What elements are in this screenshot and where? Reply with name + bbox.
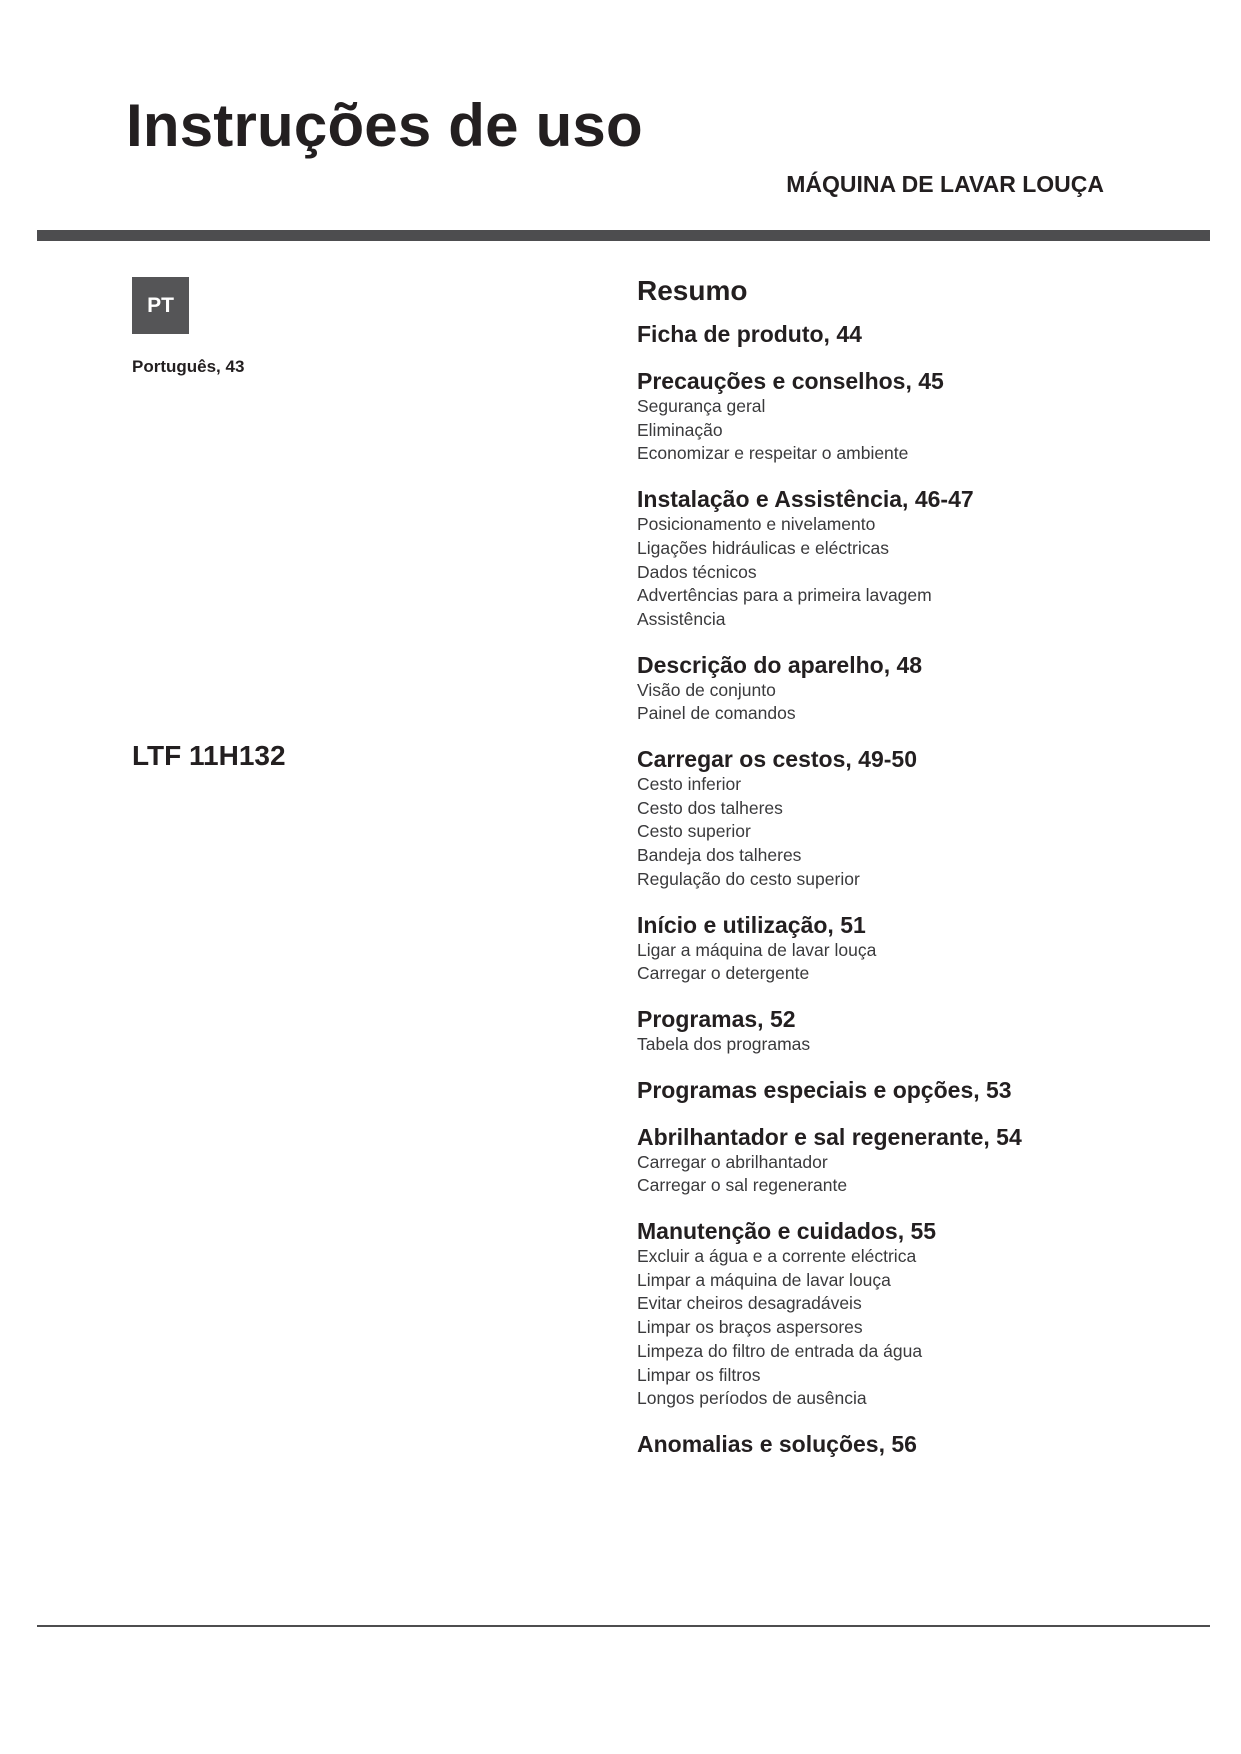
toc-subsection-item[interactable]: Posicionamento e nivelamento: [637, 514, 876, 535]
toc-subsection-item[interactable]: Ligações hidráulicas e eléctricas: [637, 537, 889, 558]
model-name: LTF 11H132: [132, 740, 286, 771]
toc-subsection-item[interactable]: Visão de conjunto: [637, 679, 776, 700]
toc-subsection-item[interactable]: Cesto inferior: [637, 774, 742, 795]
toc-subsection-item[interactable]: Economizar e respeitar o ambiente: [637, 443, 909, 464]
toc-heading: Resumo: [637, 275, 748, 306]
toc-section-title[interactable]: Ficha de produto, 44: [637, 321, 862, 347]
toc-section-title[interactable]: Programas, 52: [637, 1005, 796, 1032]
toc-section: [637, 911, 1197, 986]
toc-section: [637, 1430, 1197, 1458]
toc-subsection-item[interactable]: Carregar o detergente: [637, 963, 810, 984]
toc-subsection-list: [637, 395, 1197, 466]
toc-subsection-item[interactable]: Dados técnicos: [637, 561, 757, 582]
toc-section: [637, 367, 1197, 466]
toc-subsection-item[interactable]: Limpar a máquina de lavar louça: [637, 1269, 891, 1290]
toc-subsection-item[interactable]: Advertências para a primeira lavagem: [637, 585, 932, 606]
toc-section-title[interactable]: Instalação e Assistência, 46-47: [637, 486, 974, 513]
toc-section: [637, 485, 1197, 632]
toc-subsection-list: [637, 513, 1197, 632]
toc-sections: [637, 320, 1197, 1458]
toc-subsection-item[interactable]: Painel de comandos: [637, 703, 796, 724]
toc-section-title[interactable]: Carregar os cestos, 49-50: [637, 746, 917, 773]
document-title: Instruções de uso: [126, 92, 643, 159]
toc-subsection-list: [637, 1245, 1197, 1411]
toc-subsection-item[interactable]: Excluir a água e a corrente eléctrica: [637, 1246, 917, 1267]
toc-section-title[interactable]: Manutenção e cuidados, 55: [637, 1218, 937, 1245]
table-of-contents: [637, 272, 1197, 1477]
footer-divider: [37, 1625, 1210, 1627]
toc-section: [637, 745, 1197, 892]
toc-subsection-list: [637, 1151, 1197, 1198]
toc-subsection-item[interactable]: Segurança geral: [637, 396, 766, 416]
header-divider: [37, 230, 1210, 241]
toc-subsection-list: [637, 939, 1197, 986]
product-type-subtitle: MÁQUINA DE LAVAR LOUÇA: [786, 171, 1104, 197]
toc-section: [637, 1005, 1197, 1057]
toc-section-title[interactable]: Programas especiais e opções, 53: [637, 1076, 1012, 1103]
toc-section: [637, 651, 1197, 726]
toc-subsection-item[interactable]: Limpar os braços aspersores: [637, 1317, 863, 1338]
toc-section: [637, 1217, 1197, 1411]
toc-subsection-item[interactable]: Cesto dos talheres: [637, 797, 783, 818]
toc-section-title[interactable]: Abrilhantador e sal regenerante, 54: [637, 1123, 1022, 1150]
language-badge: PT: [132, 277, 189, 334]
toc-section-title[interactable]: Descrição do aparelho, 48: [637, 651, 923, 678]
toc-section-title[interactable]: Início e utilização, 51: [637, 911, 866, 938]
toc-section: [637, 1076, 1197, 1104]
toc-subsection-item[interactable]: Tabela dos programas: [637, 1033, 811, 1054]
toc-subsection-item[interactable]: Carregar o abrilhantador: [637, 1151, 828, 1172]
toc-subsection-item[interactable]: Carregar o sal regenerante: [637, 1175, 848, 1196]
toc-subsection-list: [637, 1033, 1197, 1057]
toc-subsection-item[interactable]: Longos períodos de ausência: [637, 1388, 867, 1409]
toc-subsection-item[interactable]: Bandeja dos talheres: [637, 845, 802, 866]
toc-section: [637, 320, 1197, 348]
toc-section-title[interactable]: Precauções e conselhos, 45: [637, 368, 944, 394]
toc-subsection-item[interactable]: Assistência: [637, 608, 726, 629]
toc-subsection-item[interactable]: Ligar a máquina de lavar louça: [637, 939, 877, 960]
toc-section-title[interactable]: Anomalias e soluções, 56: [637, 1430, 917, 1457]
toc-subsection-item[interactable]: Evitar cheiros desagradáveis: [637, 1293, 862, 1314]
toc-subsection-list: [637, 679, 1197, 726]
toc-section: [637, 1123, 1197, 1198]
toc-subsection-item[interactable]: Eliminação: [637, 419, 723, 440]
toc-subsection-item[interactable]: Limpeza do filtro de entrada da água: [637, 1340, 923, 1361]
toc-subsection-item[interactable]: Regulação do cesto superior: [637, 868, 860, 889]
language-link[interactable]: Português, 43: [132, 357, 245, 376]
toc-subsection-item[interactable]: Limpar os filtros: [637, 1364, 761, 1385]
toc-subsection-list: [637, 773, 1197, 892]
toc-subsection-item[interactable]: Cesto superior: [637, 821, 751, 842]
